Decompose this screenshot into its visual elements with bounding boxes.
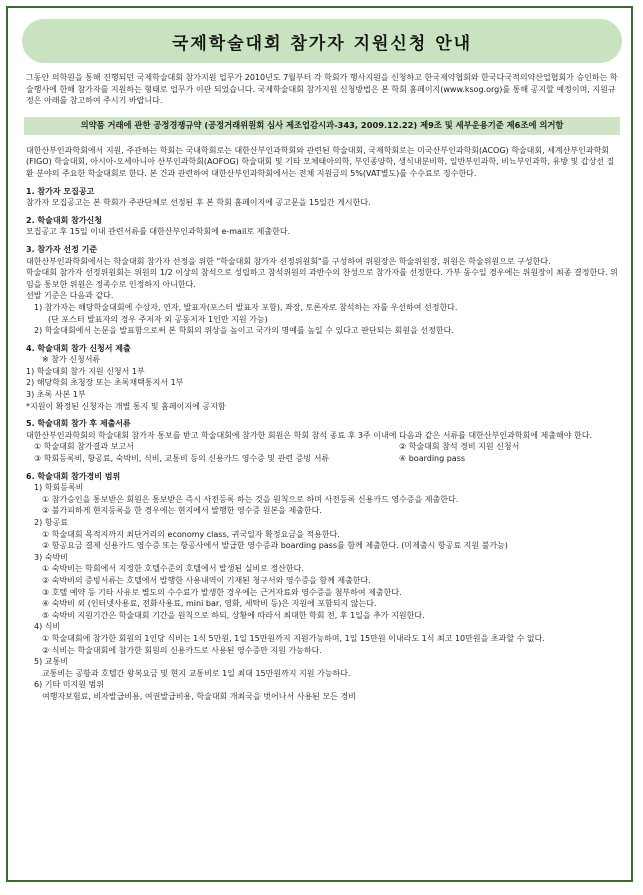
- section-4-sub: ※ 참가 신청서류: [42, 355, 101, 365]
- section-4-note: *지원이 확정된 신청자는 개별 통지 및 홈페이지에 공지함: [26, 401, 226, 411]
- section-5-item-1: ① 학술대회 참가결과 보고서: [34, 442, 134, 452]
- section-5-item-4: ④ boarding pass: [399, 454, 466, 464]
- section-6-meals: 4) 식비: [34, 622, 61, 632]
- section-5-body: 대한산부인과학회의 학술대회 참가자 통보를 받고 학술대회에 참가한 회원은 학회 참석 종료 후 3주 이내에 다음과 같은 서류를 대한산부인과학회에 제출해야 한다.: [26, 430, 592, 440]
- section-6-lodging-4: ④ 숙박비 외 (인터넷사용료, 전화사용료, mini bar, 영화, 세탁비 등)은 지원에 포함되지 않는다.: [42, 599, 377, 609]
- section-1-heading: 1. 참가자 모집공고: [26, 186, 95, 196]
- section-6-lodging-5: ⑤ 숙박비 지원기간은 학술대회 기간을 원칙으로 하되, 상황에 따라서 최대한 학회 전, 후 1일을 추가 지원한다.: [42, 610, 425, 620]
- section-6-lodging-1: ① 숙박비는 학회에서 지정한 호텔수준의 호텔에서 발생된 실비로 정산한다.: [42, 564, 304, 574]
- document-body: [26, 72, 618, 703]
- section-6-reg-fee: 1) 학회등록비: [34, 483, 84, 493]
- section-3-criterion-1: 1) 참가자는 해당학술대회에 수상자, 연자, 발표자(포스터 발표자 포함), 좌장, 토론자로 참석하는 자를 우선하여 선정한다.: [34, 302, 458, 312]
- section-6-meals-2: ② 식비는 학술대회에 참가한 회원의 신용카드로 사용된 영수증만 지원 가능하다.: [42, 645, 322, 655]
- section-6-airfare: 2) 항공료: [34, 518, 68, 527]
- section-6-lodging-3: ③ 호텔 예약 등 기타 사유로 별도의 수수료가 발생한 경우에는 근거자료와 영수증을 첨부하여 제출한다.: [42, 587, 402, 597]
- section-2-heading: 2. 학술대회 참가신청: [26, 215, 102, 225]
- section-6-airfare-2: ② 항공요금 결제 신용카드 영수증 또는 항공사에서 발급한 영수증과 boarding pass를 함께 제출한다. (미제출시 항공료 지원 불가능): [42, 541, 508, 551]
- section-3-criterion-2: 2) 학술대회에서 논문을 발표함으로써 본 학회의 위상을 높이고 국가의 명예를 높일 수 있다고 판단되는 회원을 선정한다.: [34, 326, 454, 336]
- section-6-reg-fee-2: ② 불가피하게 현지등록을 한 경우에는 현지에서 발행한 영수증 원본을 제출한다.: [42, 506, 322, 516]
- page-title: 국제학술대회 참가자 지원신청 안내: [171, 33, 473, 54]
- intro-paragraph: 그동안 의학원을 통해 진행되던 국제학술대회 참가지원 업무가 2010년도 7월부터 각 학회가 행사지원을 신청하고 한국제약협회와 한국다국적의약산업협회가 승인하는 학술행사에 한해 참가자를 지원하는 형태로 업무가 이관 되었습니다. 국제학술대회 참가지원 신청방법은 본 학회 홈페이지(www.ksog.org)를 통해 공지할 예정이며, 지원규정은 아래를 참고하여 주시기 바랍니다.: [26, 73, 618, 106]
- section-1-body: 참가자 모집공고는 본 학회가 주관단체로 선정된 후 본 학회 홈페이지에 공고문을 15일간 게시한다.: [26, 198, 371, 208]
- section-6-heading: 6. 학술대회 참가경비 범위: [26, 471, 121, 481]
- section-4-item-1: 1) 학술대회 참가 지원 신청서 1부: [26, 366, 145, 376]
- section-3-heading: 3. 참가자 선정 기준: [26, 244, 98, 254]
- section-6-transport: 5) 교통비: [34, 657, 68, 667]
- section-4-item-2: 2) 해당학회 초청장 또는 초록채택통지서 1부: [26, 378, 184, 388]
- section-4-heading: 4. 학술대회 참가 신청서 제출: [26, 343, 131, 353]
- section-5-row-2: [26, 453, 618, 465]
- section-6-lodging-2: ② 숙박비의 증빙서류는 호텔에서 발행한 사용내역이 기재된 청구서와 영수증을 함께 제출한다.: [42, 575, 371, 585]
- regulation-paragraph: 대한산부인과학회에서 지원, 주관하는 학회는 국내학회로는 대한산부인과학회와 관련된 학술대회, 국제학회로는 미국산부인과학회(ACOG) 학술대회, 세계산부인과학회(FIGO) 학술대회, 아시아-오세아니아 산부인과학회(AOFOG) 학술대회 및 기타 모체태아의학, 부인종양학, 생식내분비학, 일반부인과학, 비뇨부인과학, 유방 및 갑상선 질환 분야의 주요한 학술대회로 한다. 본 건과 관련하여 대한산부인과학회에서는 전체 지원금의 5%(VAT별도)를 수수료로 징수한다.: [26, 145, 615, 178]
- section-5-item-3: ③ 학회등록비, 항공료, 숙박비, 식비, 교통비 등의 신용카드 영수증 및 관련 증빙 서류: [34, 454, 330, 464]
- regulation-banner-text: 의약품 거래에 관한 공정경쟁규약 (공정거래위원회 심사 제조업감시과-343, 2009.12.22) 제9조 및 세부운용기준 제6조에 의거함: [80, 119, 564, 130]
- section-6-excluded: 6) 기타 미지원 범위: [34, 680, 104, 690]
- section-6-transport-1: 교통비는 공항과 호텔간 왕복요금 및 현지 교통비로 1일 최대 15만원까지 지원 가능하다.: [42, 668, 351, 678]
- section-6-excluded-1: 여행자보험료, 비자발급비용, 여권발급비용, 학술대회 개최국을 벗어나서 사용된 모든 경비: [42, 691, 356, 701]
- section-6-reg-fee-1: ① 참가승인을 통보받은 회원은 통보받은 즉시 사전등록 하는 것을 원칙으로 하며 사전등록 신용카드 영수증을 제출한다.: [42, 494, 459, 504]
- section-3-body-2: 학술대회 참가자 선정위원회는 위원의 1/2 이상의 참석으로 성립하고 참석위원의 과반수의 찬성으로 참가자를 선정한다. 가부 동수일 경우에는 위원장이 최종 결정한다. 위임을 통보한 위원은 정족수로 인정하지 아니한다.: [26, 268, 618, 289]
- section-5-heading: 5. 학술대회 참가 후 제출서류: [26, 419, 131, 429]
- section-5-row-1: [26, 441, 618, 453]
- section-6-airfare-1: ① 학술대회 목적지까지 최단거리의 economy class, 귀국일자 확정요금을 적용한다.: [42, 529, 340, 539]
- section-5-item-2: ② 학술대회 참석 경비 지원 신청서: [399, 442, 520, 452]
- section-4-item-3: 3) 초록 사본 1부: [26, 390, 86, 400]
- section-6-lodging: 3) 숙박비: [34, 552, 68, 562]
- section-3-body-3: 선발 기준은 다음과 같다.: [26, 291, 114, 301]
- title-banner: [22, 19, 622, 63]
- section-6-meals-1: ① 학술대회에 참가한 회원의 1인당 식비는 1식 5만원, 1일 15만원까지 지원가능하며, 1일 15만원 이내라도 1식 최고 10만원을 초과할 수 없다.: [42, 633, 545, 643]
- section-2-body: 모집공고 후 15일 이내 관련서류를 대한산부인과학회에 e-mail로 제출한다.: [26, 227, 291, 237]
- regulation-banner: [24, 117, 620, 135]
- section-3-body-1: 대한산부인과학회에서는 학술대회 참가자 선정을 위한 "학술대회 참가자 선정위원회"를 구성하여 위원장은 학술위원장, 위원은 학술위원으로 구성한다.: [26, 256, 551, 266]
- section-3-criterion-1-note: (단 포스터 발표자의 경우 주저자 외 공동저자 1인만 지원 가능): [48, 314, 268, 324]
